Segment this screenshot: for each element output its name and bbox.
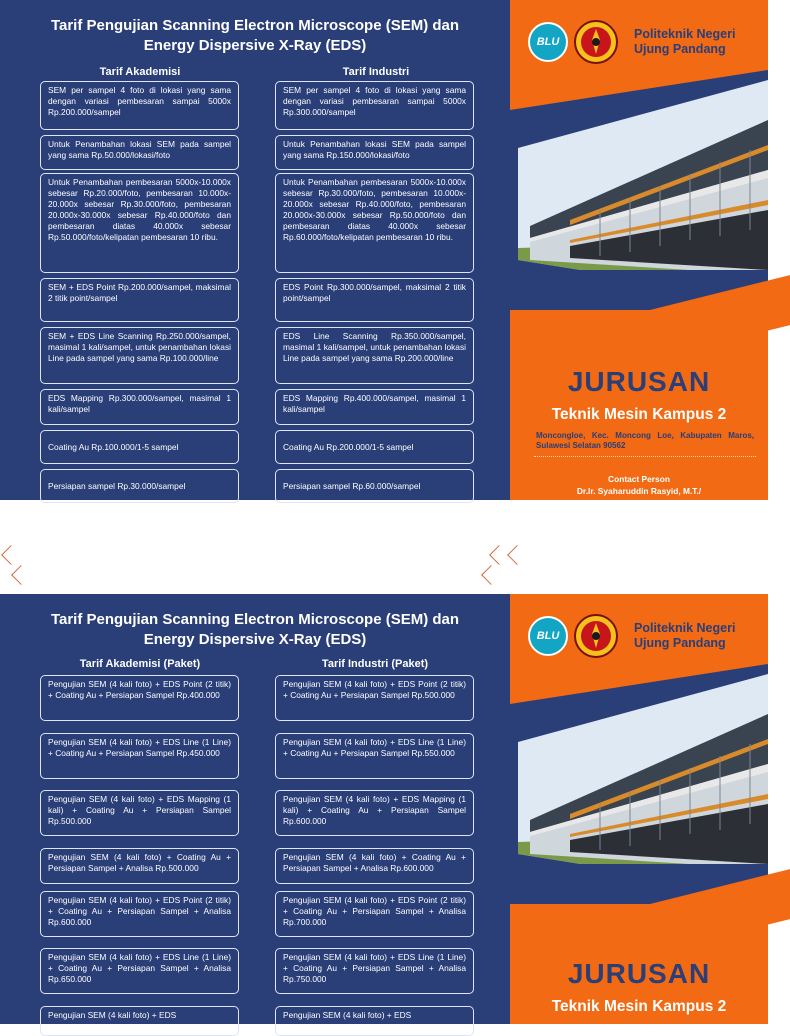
institution-name: Politeknik Negeri Ujung Pandang [634, 621, 736, 650]
package-pricing-section [0, 594, 510, 1024]
department-name: Teknik Mesin Kampus 2 [551, 998, 727, 1015]
academic-package-item: Pengujian SEM (4 kali foto) + Coating Au + Persiapan Sampel + Analisa Rp.500.000 [40, 848, 239, 884]
chevron-decoration-icon [1, 545, 21, 565]
blu-logo: BLU [528, 616, 568, 656]
contact-block: Contact Person Dr.Ir. Syaharuddin Rasyid, M.T./ Ahmad Nurul Muttaqin, S.S.T., M.T. Mobile Phone: 081354933670/082234777527 Email: syaharuddinrasyid@poliupg.ac.id/ ahmadnurulmuttaqin@poliupg.ac.id [552, 474, 726, 545]
divider [534, 456, 756, 457]
cover-section [510, 0, 768, 545]
pricing-section [0, 0, 510, 554]
industry-package-item: Pengujian SEM (4 kali foto) + EDS [275, 1006, 474, 1036]
chevron-decoration-icon [507, 545, 527, 565]
industry-rate-item: Untuk Penambahan pembesaran 5000x-10.000x sebesar Rp.30.000/foto, pembesaran 10.000x-20.000x sebesar Rp.40.000/foto, pembesaran 20.000x-30.000x sebesar Rp.50.000/foto dan pembesaran diatas 40.000x sebesar Rp.60.000/foto/kelipatan pembesaran 10 ribu. [275, 173, 474, 273]
industry-rate-item: Persiapan sampel Rp.60.000/sampel [275, 469, 474, 503]
academic-rate-item: Persiapan sampel Rp.30.000/sampel [40, 469, 239, 503]
sample-requirements-note: Kami hanya menerima sampel padat baik yang bersifat konduktif maupun non konduktif. Kondisi sampel harus bersih dan kering (sampel basah tidak bisa di SEM). Untuk sampel non konduktif diwajibkan untuk dicoating dan untuk sampel semi konduktif disarankan untuk di coating juga. [38, 517, 476, 554]
academic-rate-item: Coating Au Rp.100.000/1-5 sampel [40, 430, 239, 464]
pnup-emblem-logo [574, 612, 618, 660]
pricing-title: Tarif Pengujian Scanning Electron Microscope (SEM) dan Energy Dispersive X-Ray (EDS) [50, 17, 460, 54]
academic-package-item: Pengujian SEM (4 kali foto) + EDS Line (1 Line) + Coating Au + Persiapan Sampel + Analisa Rp.650.000 [40, 948, 239, 994]
brochure-panel-2 [0, 594, 768, 1024]
industry-package-item: Pengujian SEM (4 kali foto) + EDS Point (2 titik) + Coating Au + Persiapan Sampel Rp.500.000 [275, 675, 474, 721]
academic-rate-item: SEM + EDS Line Scanning Rp.250.000/sampel, masimal 1 kali/sampel, untuk penambahan lokasi Line pada sampel yang sama Rp.100.000/line [40, 327, 239, 384]
academic-rate-item: SEM per sampel 4 foto di lokasi yang sama dengan variasi pembesaran sampai 5000x Rp.200.000/sampel [40, 81, 239, 130]
academic-rate-item: EDS Mapping Rp.300.000/sampel, masimal 1 kali/sampel [40, 389, 239, 425]
jurusan-heading: JURUSAN [567, 366, 711, 397]
pricing-title: Tarif Pengujian Scanning Electron Microscope (SEM) dan Energy Dispersive X-Ray (EDS) [50, 611, 460, 648]
pnup-emblem-logo [574, 18, 618, 66]
cover-section [510, 594, 768, 1024]
industry-package-item: Pengujian SEM (4 kali foto) + EDS Line (1 Line) + Coating Au + Persiapan Sampel Rp.550.000 [275, 733, 474, 779]
industry-package-header: Tarif Industri (Paket) [321, 658, 429, 670]
chevron-decoration-icon [489, 545, 509, 565]
academic-rate-header: Tarif Akademisi [99, 66, 181, 78]
academic-rate-item: Untuk Penambahan pembesaran 5000x-10.000x sebesar Rp.20.000/foto, pembesaran 10.000x-20.000x sebesar Rp.30.000/foto, pembesaran 20.000x-30.000x sebesar Rp.40.000/foto dan pembesaran diatas 40.000x sebesar Rp.50.000/foto/kelipatan pembesaran 10 ribu. [40, 173, 239, 273]
department-name: Teknik Mesin Kampus 2 [551, 406, 727, 423]
campus-address: Moncongloe, Kec. Moncong Loe, Kabupaten Maros, Sulawesi Selatan 90562 [536, 431, 754, 450]
academic-package-item: Pengujian SEM (4 kali foto) + EDS [40, 1006, 239, 1036]
institution-name: Politeknik Negeri Ujung Pandang [634, 27, 736, 56]
industry-rate-item: EDS Mapping Rp.400.000/sampel, masimal 1 kali/sampel [275, 389, 474, 425]
academic-package-item: Pengujian SEM (4 kali foto) + EDS Mapping (1 kali) + Coating Au + Persiapan Sampel Rp.500.000 [40, 790, 239, 836]
campus-building-photo [510, 664, 768, 894]
academic-package-item: Pengujian SEM (4 kali foto) + EDS Line (1 Line) + Coating Au + Persiapan Sampel Rp.450.000 [40, 733, 239, 779]
industry-rate-item: EDS Point Rp.300.000/sampel, maksimal 2 titik point/sampel [275, 278, 474, 322]
industry-rate-item: SEM per sampel 4 foto di lokasi yang sama dengan variasi pembesaran sampai 5000x Rp.300.000/sampel [275, 81, 474, 130]
jurusan-heading: JURUSAN [567, 958, 711, 989]
industry-package-item: Pengujian SEM (4 kali foto) + Coating Au + Persiapan Sampel + Analisa Rp.600.000 [275, 848, 474, 884]
academic-rate-item: Untuk Penambahan lokasi SEM pada sampel yang sama Rp.50.000/lokasi/foto [40, 135, 239, 170]
industry-rate-item: Coating Au Rp.200.000/1-5 sampel [275, 430, 474, 464]
academic-package-header: Tarif Akademisi (Paket) [79, 658, 201, 670]
industry-package-item: Pengujian SEM (4 kali foto) + EDS Line (1 Line) + Coating Au + Persiapan Sampel + Analisa Rp.750.000 [275, 948, 474, 994]
industry-rate-item: EDS Line Scanning Rp.350.000/sampel, masimal 1 kali/sampel, untuk penambahan lokasi Line pada sampel yang sama Rp.200.000/line [275, 327, 474, 384]
blu-logo: BLU [528, 22, 568, 62]
industry-package-item: Pengujian SEM (4 kali foto) + EDS Point (2 titik) + Coating Au + Persiapan Sampel + Analisa Rp.700.000 [275, 891, 474, 937]
industry-rate-header: Tarif Industri [342, 66, 410, 78]
chevron-decoration-icon [481, 565, 501, 585]
industry-rate-item: Untuk Penambahan lokasi SEM pada sampel yang sama Rp.150.000/lokasi/foto [275, 135, 474, 170]
academic-rate-item: SEM + EDS Point Rp.200.000/sampel, maksimal 2 titik point/sampel [40, 278, 239, 322]
industry-package-item: Pengujian SEM (4 kali foto) + EDS Mapping (1 kali) + Coating Au + Persiapan Sampel Rp.600.000 [275, 790, 474, 836]
campus-building-photo [510, 70, 768, 300]
academic-package-item: Pengujian SEM (4 kali foto) + EDS Point (2 titik) + Coating Au + Persiapan Sampel + Analisa Rp.600.000 [40, 891, 239, 937]
academic-package-item: Pengujian SEM (4 kali foto) + EDS Point (2 titik) + Coating Au + Persiapan Sampel Rp.400.000 [40, 675, 239, 721]
chevron-decoration-icon [11, 565, 31, 585]
